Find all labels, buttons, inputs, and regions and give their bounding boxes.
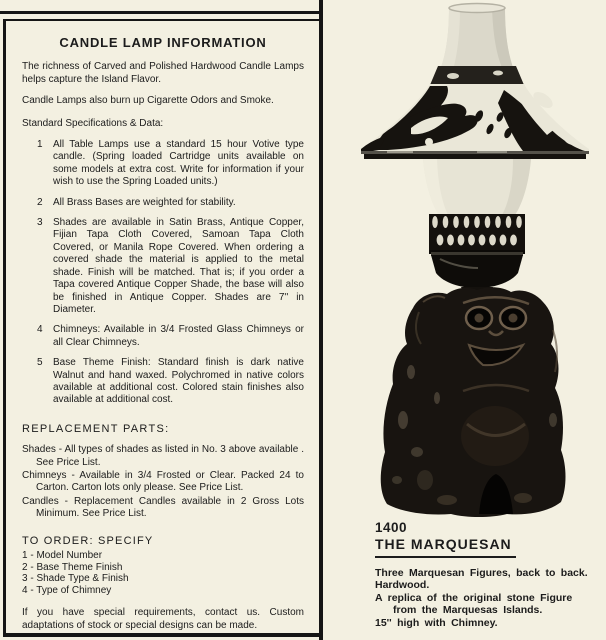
- top-rule: [0, 11, 319, 14]
- product-description-line: Hardwood.: [375, 579, 430, 592]
- column-divider: [319, 0, 323, 640]
- spec-text: All Brass Bases are weighted for stability.: [53, 196, 236, 208]
- spec-number: 1: [37, 139, 43, 151]
- product-description-line: A replica of the original stone Figure: [375, 591, 573, 604]
- intro-paragraph: Candle Lamps also burn up Cigarette Odors and Smoke.: [22, 95, 274, 107]
- product-name: THE MARQUESAN: [375, 535, 516, 558]
- product-photo: [327, 0, 603, 520]
- spec-number: 3: [37, 217, 43, 229]
- order-heading: TO ORDER: SPECIFY: [22, 534, 154, 547]
- order-step: 1 - Model Number: [22, 550, 103, 561]
- spec-list: [22, 139, 304, 407]
- spec-item: [22, 139, 304, 189]
- intro-paragraph: The richness of Carved and Polished Hardwood Candle Lamps helps capture the Island Flavor.: [22, 61, 304, 85]
- replacement-parts-heading: REPLACEMENT PARTS:: [22, 422, 170, 435]
- chimney: [440, 4, 514, 71]
- custom-work-note: If you have special requirements, contact us. Custom adaptations of stock or special designs can be made.: [22, 607, 304, 631]
- product-number: 1400: [375, 520, 408, 535]
- shade: [361, 66, 589, 159]
- burner-gallery: [429, 214, 525, 254]
- glass-dome: [423, 159, 531, 215]
- spec-item: [22, 217, 304, 316]
- order-step: 2 - Base Theme Finish: [22, 561, 123, 573]
- spec-number: 5: [37, 357, 43, 369]
- spec-number: 2: [37, 196, 43, 208]
- replacement-item-chimneys: Chimneys - Available in 3/4 Frosted or Clear. Packed 24 to Carton. Carton lots only please. See Price List.: [22, 469, 304, 494]
- spec-text: Shades are available in Satin Brass, Antique Copper, Fijian Tapa Cloth Covered, Samoan Tapa Cloth Covered, or Manila Rope Covered. When ordering a covered shade the material is applied to the metal shade. Finish will be matched. That is; if you order a Tapa covered Antique Copper Shade, the base will also be finished in Antique Copper. Shades are 7'' in Diameter.: [53, 217, 304, 315]
- page-title: CANDLE LAMP INFORMATION: [59, 35, 267, 50]
- replacement-item-candles: Candles - Replacement Candles available in 2 Gross Lots Minimum. See Price List.: [22, 495, 304, 520]
- spec-item: [22, 357, 304, 407]
- spec-item: [22, 197, 304, 209]
- spec-text: Chimneys: Available in 3/4 Frosted Glass Chimneys or all Clear Chimneys.: [53, 324, 304, 348]
- candle-lamp-info-box: [3, 19, 319, 637]
- order-step: 3 - Shade Type & Finish: [22, 573, 129, 585]
- spec-number: 4: [37, 324, 43, 336]
- spec-text: All Table Lamps use a standard 15 hour Votive type candle. (Spring loaded Cartridge units available on some models at extra cost. Write for information if your wish to use the Spring Loaded units.): [53, 139, 304, 188]
- product-description-line: Three Marquesan Figures, back to back.: [375, 567, 588, 579]
- specs-lead-in: Standard Specifications & Data:: [22, 117, 164, 129]
- product-description-line: from the Marquesas Islands.: [393, 604, 543, 617]
- carved-figure-base: [381, 287, 566, 517]
- order-step: 4 - Type of Chimney: [22, 584, 112, 596]
- replacement-item-shades: Shades - All types of shades as listed in No. 3 above available . See Price List.: [22, 444, 304, 468]
- spec-item: [22, 324, 304, 349]
- product-info: [375, 520, 589, 629]
- spec-text: Base Theme Finish: Standard finish is dark native Walnut and hand waxed. Polychromed in native colors available at additional cost. Colored stain finishes also available at additional cost.: [53, 357, 304, 406]
- product-description-line: 15'' high with Chimney.: [375, 616, 498, 629]
